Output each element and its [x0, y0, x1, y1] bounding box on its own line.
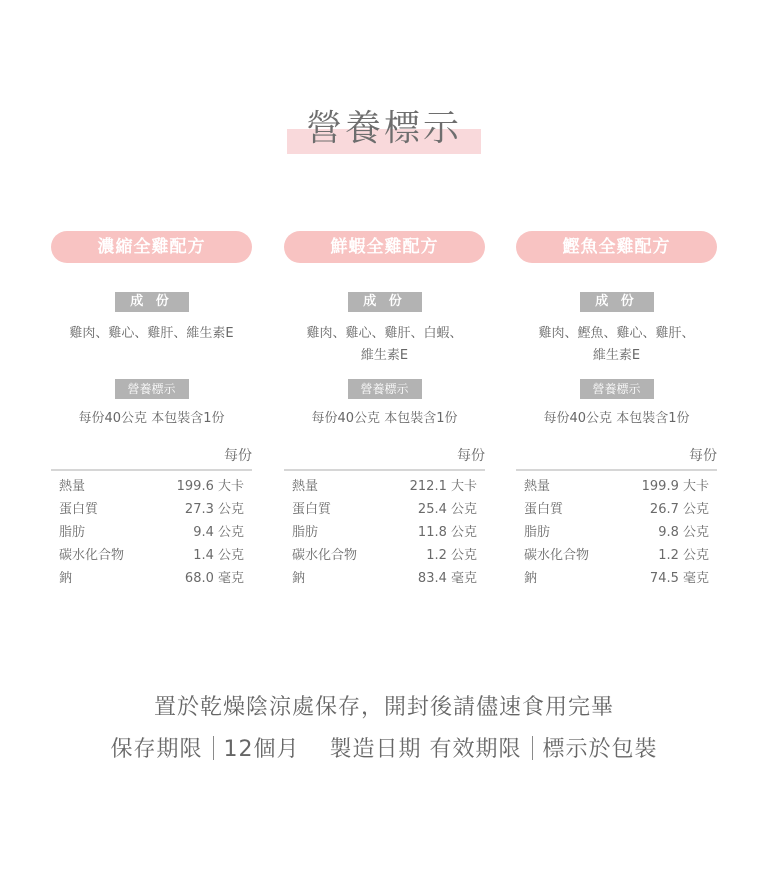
storage-note: 置於乾燥陰涼處保存，開封後請儘速食用完畢 [153, 695, 614, 720]
nutrient-name: 熱量 [59, 479, 86, 494]
nutrient-name: 蛋白質 [524, 502, 564, 517]
product-name-badge: 濃縮全雞配方 [51, 231, 252, 263]
nutrient-name: 鈉 [292, 571, 306, 586]
nutrition-row [59, 521, 244, 544]
nutrient-name: 脂肪 [59, 525, 86, 540]
nutrition-row [292, 521, 477, 544]
serving-info: 每份40公克 本包裝含1份 [543, 411, 690, 426]
product-column [51, 231, 252, 590]
nutrient-value: 11.8 公克 [417, 525, 477, 540]
ingredients-text: 雞肉、雞心、雞肝、維生素E [69, 326, 234, 341]
nutrition-row [59, 544, 244, 567]
nutrition-row [292, 475, 477, 498]
nutrient-value: 212.1 大卡 [409, 479, 477, 494]
nutrient-name: 熱量 [292, 479, 319, 494]
per-serving-header: 每份 [51, 445, 252, 471]
nutrient-name: 熱量 [524, 479, 551, 494]
ingredients-text: 雞肉、鰹魚、雞心、雞肝、 維生素E [538, 326, 695, 363]
nutrition-row [524, 544, 709, 567]
nutrient-value: 68.0 毫克 [184, 571, 244, 586]
ingredients-label: 成 份 [580, 292, 654, 312]
nutrition-row [524, 521, 709, 544]
nutrient-value: 25.4 公克 [417, 502, 477, 517]
nutrient-value: 199.6 大卡 [176, 479, 244, 494]
nutrition-row [292, 498, 477, 521]
nutrient-value: 74.5 毫克 [649, 571, 709, 586]
nutrient-value: 1.2 公克 [658, 548, 709, 563]
nutrition-row [59, 567, 244, 590]
shelf-life-value: 12個月 [223, 737, 300, 762]
nutrition-row [292, 544, 477, 567]
nutrition-row [524, 567, 709, 590]
per-serving-header: 每份 [516, 445, 717, 471]
nutrient-value: 1.4 公克 [193, 548, 244, 563]
nutrient-name: 蛋白質 [292, 502, 332, 517]
nutrient-value: 83.4 毫克 [417, 571, 477, 586]
date-location: 標示於包裝 [542, 737, 658, 762]
nutrient-name: 鈉 [524, 571, 538, 586]
nutrition-label: 營養標示 [580, 379, 654, 399]
page-title: 營養標示 [305, 108, 462, 149]
product-column [284, 231, 485, 590]
nutrition-label: 營養標示 [115, 379, 189, 399]
divider [532, 736, 533, 760]
nutrition-label: 營養標示 [348, 379, 422, 399]
serving-info: 每份40公克 本包裝含1份 [311, 411, 458, 426]
nutrition-row [59, 498, 244, 521]
serving-info: 每份40公克 本包裝含1份 [78, 411, 225, 426]
nutrient-name: 脂肪 [524, 525, 551, 540]
nutrient-name: 碳水化合物 [292, 548, 358, 563]
nutrition-table [516, 475, 717, 590]
divider [213, 736, 214, 760]
date-note: 製造日期 有效期限 [329, 737, 522, 762]
nutrient-name: 蛋白質 [59, 502, 99, 517]
per-serving-header: 每份 [284, 445, 485, 471]
product-column [516, 231, 717, 590]
shelf-life-label: 保存期限 [110, 737, 203, 762]
nutrition-table [284, 475, 485, 590]
product-name-badge: 鮮蝦全雞配方 [284, 231, 485, 263]
nutrient-name: 脂肪 [292, 525, 319, 540]
page-header [0, 104, 768, 160]
nutrient-value: 27.3 公克 [184, 502, 244, 517]
shelf-life-line [0, 732, 768, 768]
nutrient-value: 1.2 公克 [426, 548, 477, 563]
nutrient-value: 199.9 大卡 [641, 479, 709, 494]
nutrient-name: 碳水化合物 [59, 548, 125, 563]
nutrient-name: 碳水化合物 [524, 548, 590, 563]
product-name-badge: 鰹魚全雞配方 [516, 231, 717, 263]
nutrition-row [524, 475, 709, 498]
nutrition-row [524, 498, 709, 521]
nutrient-value: 9.4 公克 [193, 525, 244, 540]
ingredients-text: 雞肉、雞心、雞肝、白蝦、 維生素E [306, 326, 463, 363]
ingredients-label: 成 份 [348, 292, 422, 312]
nutrition-row [292, 567, 477, 590]
nutrient-value: 26.7 公克 [649, 502, 709, 517]
ingredients-label: 成 份 [115, 292, 189, 312]
nutrition-row [59, 475, 244, 498]
nutrient-value: 9.8 公克 [658, 525, 709, 540]
nutrient-name: 鈉 [59, 571, 73, 586]
nutrition-table [51, 475, 252, 590]
